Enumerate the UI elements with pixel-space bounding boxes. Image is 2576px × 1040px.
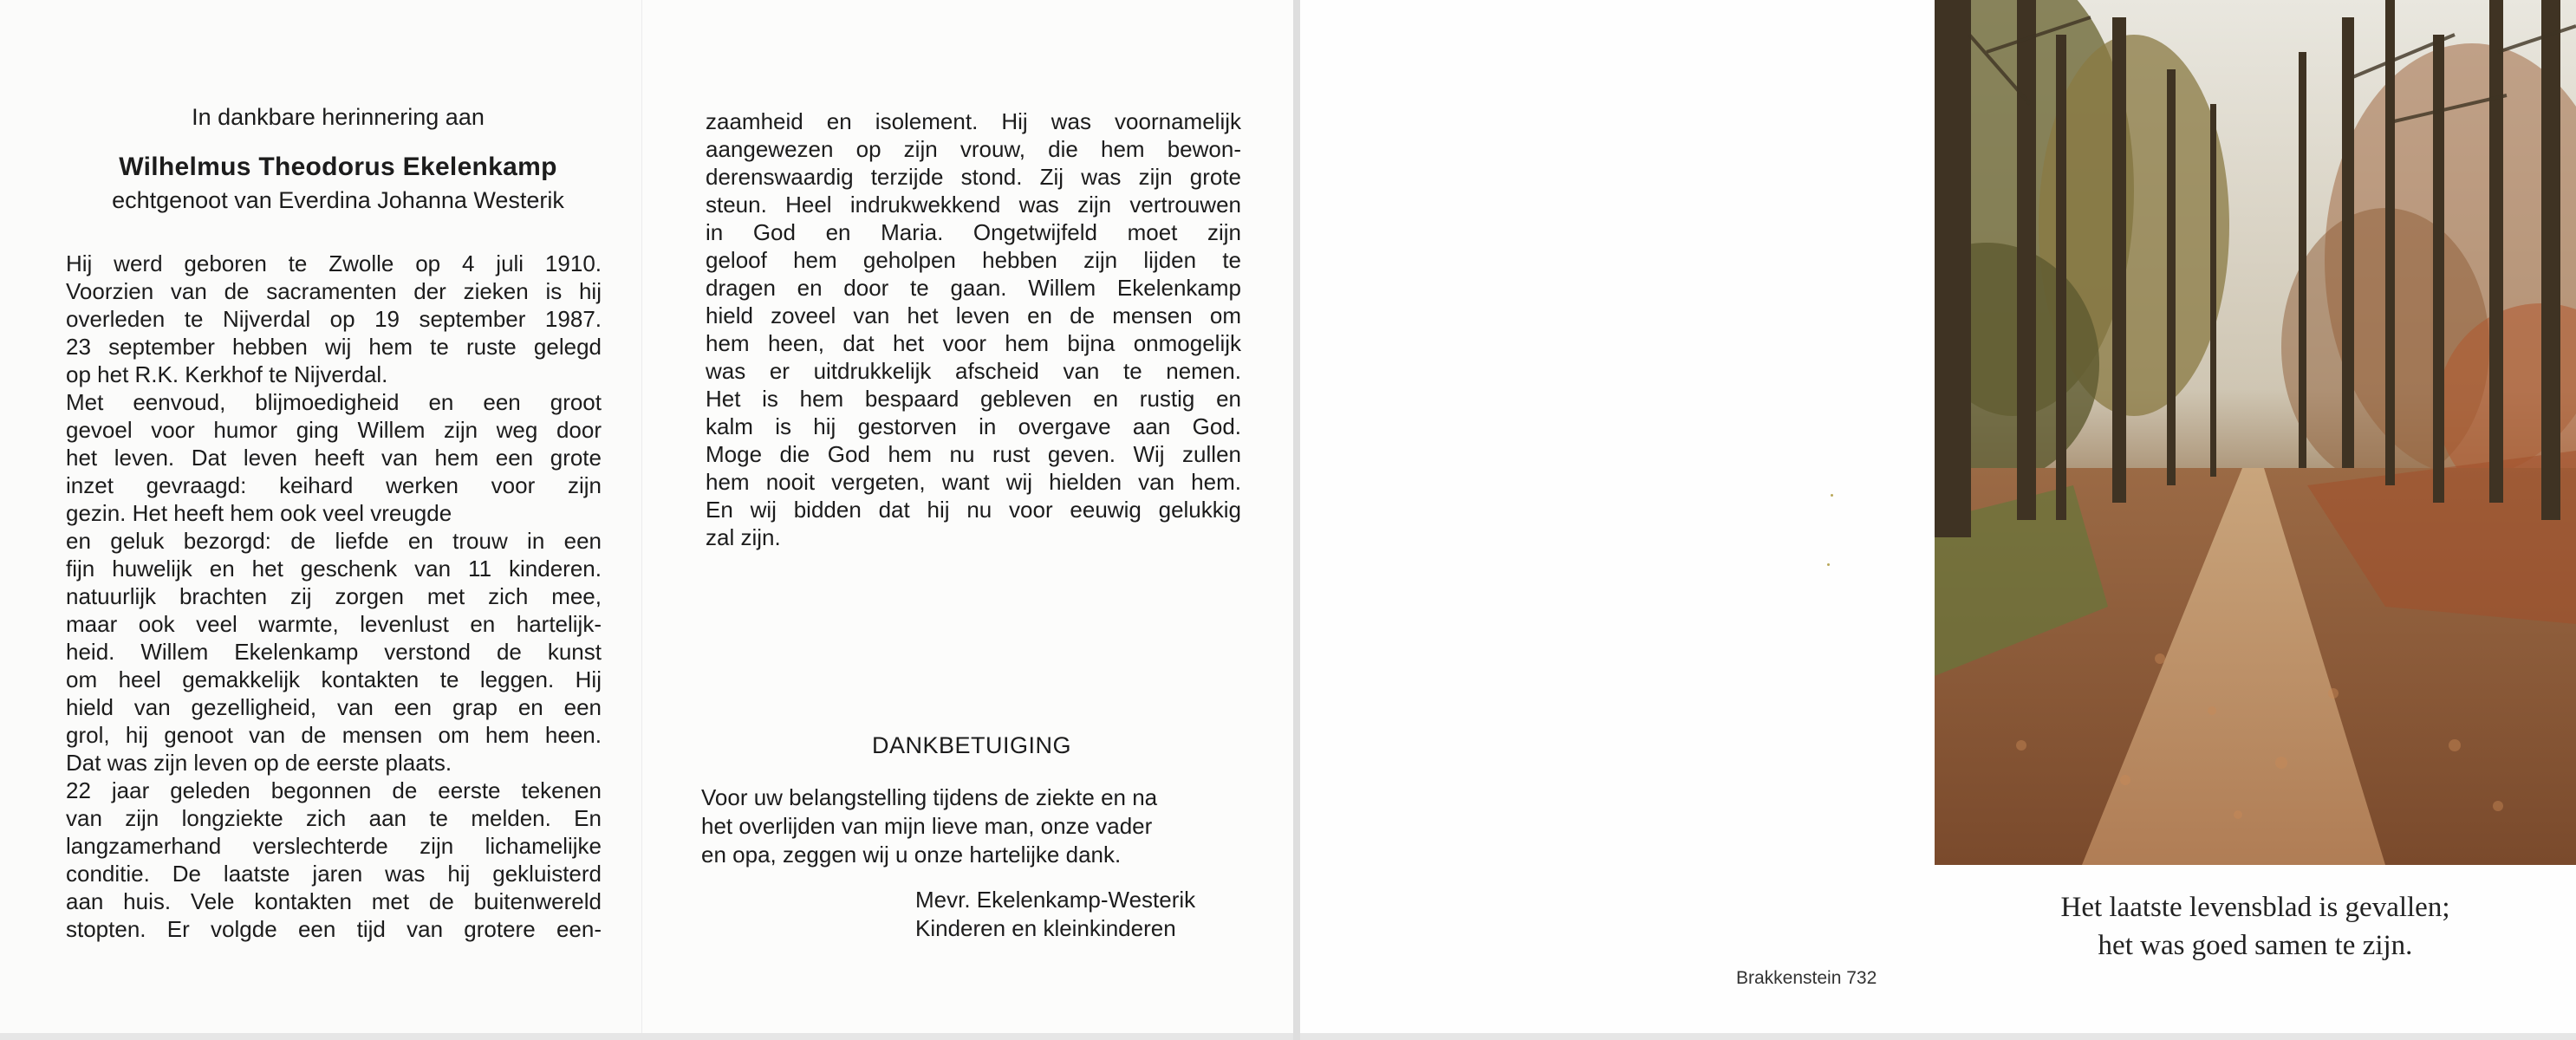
deceased-name: Wilhelmus Theodorus Ekelenkamp [119,153,557,181]
bio-line: van zijn longziekte zich aan te melden. En [66,805,602,831]
bio-line: hem heen, dat het voor hem bijna onmogelijk [706,330,1241,356]
bio-line: was er uitdrukkelijk afscheid van te nemen. [706,358,1241,384]
thanks-line: en opa, zeggen wij u onze hartelijke dank. [701,842,1122,868]
thanks-text [701,783,1239,869]
bio-line: maar ook veel warmte, levenlust en hartelijk- [66,611,602,637]
biography-text-right [706,107,1241,551]
thanks-line: het overlijden van mijn lieve man, onze vader [701,813,1153,839]
paper-speck [1827,563,1830,566]
bio-line: 23 september hebben wij hem te ruste gelegd [66,334,602,360]
bio-line: steun. Heel indrukwekkend was zijn vertrouwen [706,192,1241,218]
bio-line: Met eenvoud, blijmoedigheid en een groot [66,389,602,415]
poem-line: Het laatste levensblad is gevallen; [2060,892,2450,923]
bio-line: kalm is hij gestorven in overgave aan God. [706,413,1241,439]
bio-line: geloof hem geholpen hebben zijn lijden te [706,247,1241,273]
bio-line: en geluk bezorgd: de liefde en trouw in een [66,528,602,554]
bio-line: hield zoveel van het leven en de mensen om [706,302,1241,328]
bio-line: Hij werd geboren te Zwolle op 4 juli 1910. [66,250,602,276]
intro-heading: In dankbare herinnering aan [192,104,485,130]
bio-line: conditie. De laatste jaren was hij gekluisterd [66,861,602,887]
spouse-line: echtgenoot van Everdina Johanna Westerik [112,187,564,213]
card-panel-middle [641,0,1298,1033]
paper-speck [1831,494,1833,497]
bio-line: zaamheid en isolement. Hij was voornamelijk [706,108,1241,134]
bio-line: hem nooit vergeten, want wij hielden van hem. [706,469,1241,495]
signature [915,886,1195,943]
thanks-line: Voor uw belangstelling tijdens de ziekte en na [701,784,1158,810]
bio-line: het leven. Dat leven heeft van hem een grote [66,445,602,471]
bio-line: gezin. Het heeft hem ook veel vreugde [66,500,452,526]
bio-line: zal zijn. [706,524,781,550]
thanks-title: DANKBETUIGING [871,732,1072,758]
biography-text-left [66,250,602,943]
card-fold-gap [1293,0,1300,1040]
bio-line: Het is hem bespaard gebleven en rustig en [706,386,1241,412]
bio-line: derenswaardig terzijde stond. Zij was zijn grote [706,164,1241,190]
bio-line: inzet gevraagd: keihard werken voor zijn [66,472,602,498]
publisher-mark: Brakkenstein 732 [1736,968,1877,988]
bio-line: dragen en door te gaan. Willem Ekelenkamp [706,275,1241,301]
card-panel-back [1300,0,1933,1033]
poem-line: het was goed samen te zijn. [2098,930,2413,961]
bio-line: om heel gemakkelijk kontakten te leggen. Hij [66,666,602,692]
bio-line: grol, hij genoot van de mensen om hem heen. [66,722,602,748]
bio-line: aan huis. Vele kontakten met de buitenwereld [66,888,602,914]
bio-line: in God en Maria. Ongetwijfeld moet zijn [706,219,1241,245]
bio-line: En wij bidden dat hij nu voor eeuwig gelukkig [706,497,1241,523]
bio-line: Dat was zijn leven op de eerste plaats. [66,750,452,776]
bio-line: stopten. Er volgde een tijd van grotere een- [66,916,602,942]
bio-line: Moge die God hem nu rust geven. Wij zullen [706,441,1241,467]
signature-line: Kinderen en kleinkinderen [915,915,1176,941]
forest-path-photo [1935,0,2576,865]
bio-line: 22 jaar geleden begonnen de eerste tekenen [66,777,602,803]
card-panel-left [0,0,641,1033]
bio-line: hield van gezelligheid, van een grap en een [66,694,602,720]
bio-line: natuurlijk brachten zij zorgen met zich mee, [66,583,602,609]
bio-line: gevoel voor humor ging Willem zijn weg door [66,417,602,443]
bio-line: overleden te Nijverdal op 19 september 1987. [66,306,602,332]
bio-line: langzamerhand verslechterde zijn lichamelijke [66,833,602,859]
bio-line: aangewezen op zijn vrouw, die hem bewon- [706,136,1241,162]
bio-line: Voorzien van de sacramenten der zieken is hij [66,278,602,304]
forest-illustration [1935,0,2576,865]
bio-line: op het R.K. Kerkhof te Nijverdal. [66,361,388,387]
signature-line: Mevr. Ekelenkamp-Westerik [915,887,1196,913]
bio-line: heid. Willem Ekelenkamp verstond de kunst [66,639,602,665]
bio-line: fijn huwelijk en het geschenk van 11 kinderen. [66,556,602,582]
poem [1935,888,2576,965]
